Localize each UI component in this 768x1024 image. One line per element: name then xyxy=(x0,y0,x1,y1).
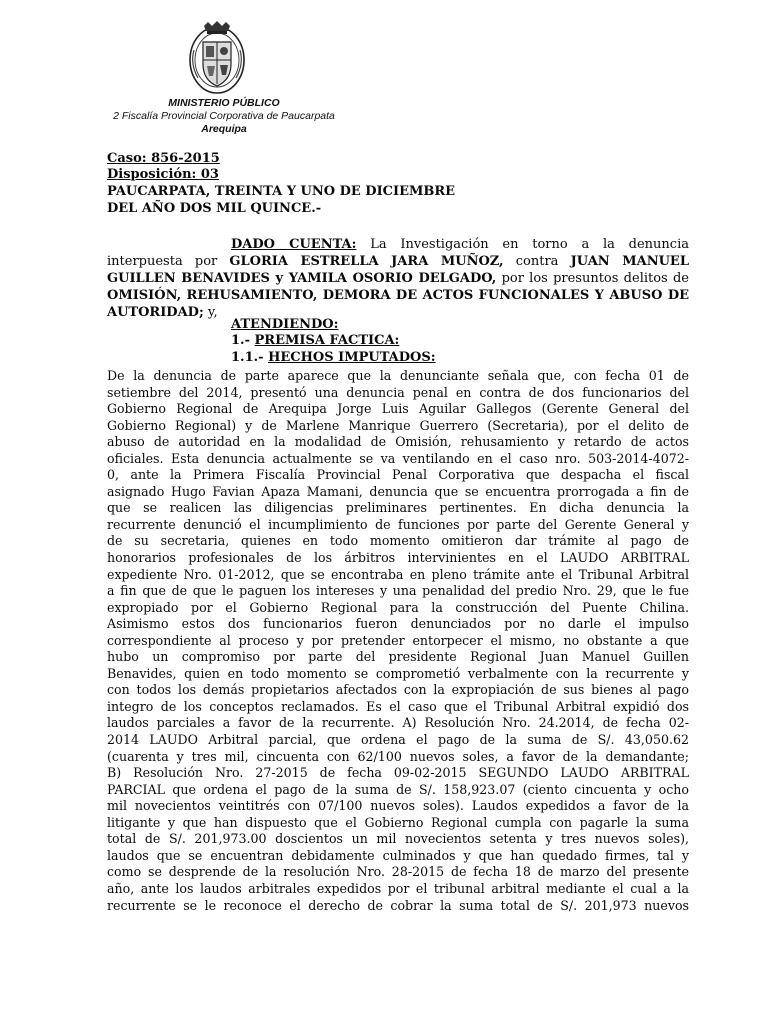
body-line: que se realicen las diligencias preliminares pertinentes. En dicha denuncia la xyxy=(107,500,689,516)
body-line: recurrente denunció el incumplimiento de funciones por parte del Gerente General y xyxy=(107,516,689,532)
body-line: a fin que de que le paguen los intereses y una penalidad del predio Nro. 29, que le fue xyxy=(107,583,689,599)
dado-cuenta-label: DADO CUENTA: xyxy=(231,237,357,252)
section-title: HECHOS IMPUTADOS: xyxy=(268,350,436,365)
body-line: De la denuncia de parte aparece que la denunciante señala que, con fecha 01 de xyxy=(107,368,689,383)
coat-of-arms-icon xyxy=(186,20,248,96)
accused-names: JUAN MANUEL GUILLEN BENAVIDES y YAMILA OSORIO DELGADO, xyxy=(107,254,689,286)
body-line: año, ante los laudos arbitrales expedidos por el tribunal arbitral mediante el cual a la xyxy=(107,880,689,896)
premisa-heading xyxy=(231,333,399,348)
body-line: 0, ante la Primera Fiscalía Provincial Penal Corporativa que despacha el fiscal xyxy=(107,467,689,483)
place-date-line-1: PAUCARPATA, TREINTA Y UNO DE DICIEMBRE xyxy=(107,184,456,199)
case-number: Caso: 856-2015 xyxy=(107,151,220,166)
body-line: Gobierno Regional de Arequipa Jorge Luis Aguilar Gallegos (Gerente General del xyxy=(107,401,689,417)
body-line: B) Resolución Nro. 27-2015 de fecha 09-02-2015 SEGUNDO LAUDO ARBITRAL xyxy=(107,765,689,781)
body-line: oficiales. Esta denuncia actualmente se va ventilando en el caso nro. 503-2014-4072- xyxy=(107,450,689,466)
body-line: de su secretaria, quienes en todo momento omitieron dar trámite al pago de xyxy=(107,533,689,549)
section-number: 1.- xyxy=(231,333,250,348)
body-line: expediente Nro. 01-2012, que se encontraba en pleno trámite ante el Tribunal Arbitral xyxy=(107,566,689,582)
complainant-name: GLORIA ESTRELLA JARA MUÑOZ, xyxy=(229,254,504,269)
body-line: Asimismo estos dos funcionarios fueron denunciados por no darle el impulso xyxy=(107,616,689,632)
section-title: PREMISA FACTICA: xyxy=(254,333,400,348)
hechos-heading xyxy=(231,350,436,365)
intro-text: La Investigación en torno a la denuncia interpuesta por xyxy=(107,237,689,269)
atendiendo-heading: ATENDIENDO: xyxy=(231,317,339,332)
intro-text: contra xyxy=(503,254,571,269)
body-line: laudos parciales a favor de la recurrente. A) Resolución Nro. 24.2014, de fecha 02- xyxy=(107,715,689,731)
body-line: mil novecientos veintitrés con 07/100 nuevos soles). Laudos expedidos a favor de la xyxy=(107,798,689,814)
city-name: Arequipa xyxy=(201,123,247,135)
intro-text: por los presuntos delitos de xyxy=(496,271,689,286)
body-line: Gobierno Regional) y de Marlene Manrique Guerrero (Secretaria), por el delito de xyxy=(107,417,689,433)
body-line: integro de los conceptos reclamados. Es el caso que el Tribunal Arbitral expidió dos xyxy=(107,698,689,714)
body-line: setiembre del 2014, presentó una denuncia penal en contra de dos funcionarios del xyxy=(107,384,689,400)
disposition-number: Disposición: 03 xyxy=(107,167,219,182)
body-line: 2014 LAUDO Arbitral parcial, que ordena el pago de la suma de S/. 43,050.62 xyxy=(107,732,689,748)
body-line: (cuarenta y tres mil, cincuenta con 62/100 nuevos soles, a favor de la demandante; xyxy=(107,748,689,764)
section-number: 1.1.- xyxy=(231,350,264,365)
body-line: con todos los demás propietarios afectados con la expropiación de sus bienes al pago xyxy=(107,682,689,698)
intro-paragraph xyxy=(107,236,689,321)
institution-name: MINISTERIO PÚBLICO xyxy=(168,97,280,109)
body-line: litigante y que han dispuesto que el Gobierno Regional cumpla con pagarle la suma xyxy=(107,814,689,830)
body-line: hubo un compromiso por parte del presidente Regional Juan Manuel Guillen xyxy=(107,649,689,665)
facts-body xyxy=(107,368,689,914)
body-line: recurrente se le reconoce el derecho de cobrar la suma total de S/. 201,973 nuevos xyxy=(107,897,689,913)
body-line: correspondiente al proceso y por pretender entorpecer el mismo, no obstante a que xyxy=(107,632,689,648)
body-line: PARCIAL que ordena el pago de la suma de S/. 158,923.07 (ciento cincuenta y ocho xyxy=(107,781,689,797)
body-line: honorarios profesionales de los árbitros intervinientes en el LAUDO ARBITRAL xyxy=(107,550,689,566)
body-line: expropiado por el Gobierno Regional para la construcción del Puente Chilina. xyxy=(107,599,689,615)
intro-text: y, xyxy=(203,305,218,320)
body-line: laudos que se encuentran debidamente culminados y que han quedado firmes, tal y xyxy=(107,847,689,863)
body-line: Benavides, quien en todo momento se comprometió verbalmente con la recurrente y xyxy=(107,665,689,681)
office-name: 2 Fiscalía Provincial Corporativa de Paucarpata xyxy=(113,110,335,122)
body-line: asignado Hugo Favian Apaza Mamani, denuncia que se encuentra prorrogada a fin de xyxy=(107,483,689,499)
body-line: total de S/. 201,973.00 doscientos un mil novecientos setenta y tres nuevos soles), xyxy=(107,831,689,847)
body-line: abuso de autoridad en la modalidad de Omisión, rehusamiento y retardo de actos xyxy=(107,434,689,450)
alleged-crimes: OMISIÓN, REHUSAMIENTO, DEMORA DE ACTOS FUNCIONALES Y ABUSO DE AUTORIDAD; xyxy=(107,288,689,320)
place-date-line-2: DEL AÑO DOS MIL QUINCE.- xyxy=(107,201,322,216)
body-line: como se desprende de la resolución Nro. 28-2015 de fecha 18 de marzo del presente xyxy=(107,864,689,880)
